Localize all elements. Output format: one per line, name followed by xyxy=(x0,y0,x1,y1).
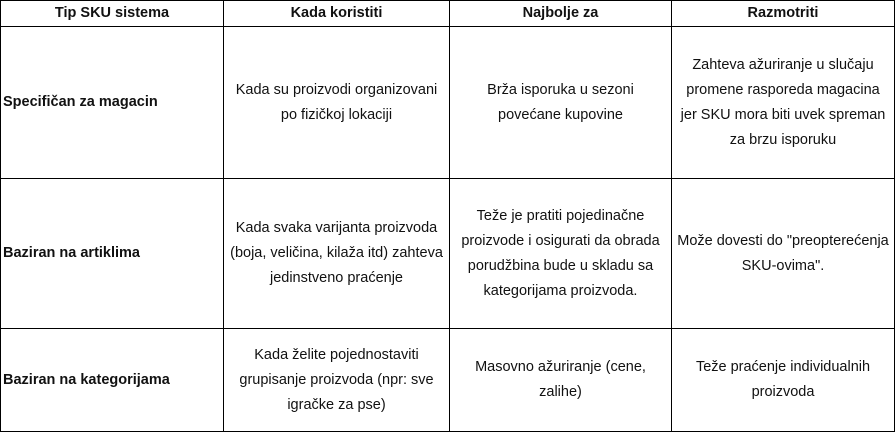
sku-type-cell: Baziran na artiklima xyxy=(1,179,224,329)
header-consider: Razmotriti xyxy=(672,1,895,27)
when-to-use-cell: Kada su proizvodi organizovani po fizičkoj lokaciji xyxy=(224,27,450,179)
consider-cell: Teže praćenje individualnih proizvoda xyxy=(672,329,895,432)
header-row xyxy=(1,1,895,27)
table-body xyxy=(1,27,895,432)
header-best-for: Najbolje za xyxy=(450,1,672,27)
consider-cell: Zahteva ažuriranje u slučaju promene rasporeda magacina jer SKU mora biti uvek spreman za brzu isporuku xyxy=(672,27,895,179)
consider-cell: Može dovesti do "preopterećenja SKU-ovima". xyxy=(672,179,895,329)
header-sku-type: Tip SKU sistema xyxy=(1,1,224,27)
when-to-use-cell: Kada želite pojednostaviti grupisanje proizvoda (npr: sve igračke za pse) xyxy=(224,329,450,432)
table-header xyxy=(1,1,895,27)
sku-type-cell: Specifičan za magacin xyxy=(1,27,224,179)
table-row xyxy=(1,179,895,329)
best-for-cell: Masovno ažuriranje (cene, zalihe) xyxy=(450,329,672,432)
sku-type-cell: Baziran na kategorijama xyxy=(1,329,224,432)
when-to-use-cell: Kada svaka varijanta proizvoda (boja, veličina, kilaža itd) zahteva jedinstveno praćenje xyxy=(224,179,450,329)
header-when-to-use: Kada koristiti xyxy=(224,1,450,27)
best-for-cell: Brža isporuka u sezoni povećane kupovine xyxy=(450,27,672,179)
table-row xyxy=(1,329,895,432)
table-row xyxy=(1,27,895,179)
best-for-cell: Teže je pratiti pojedinačne proizvode i osigurati da obrada porudžbina bude u skladu sa kategorijama proizvoda. xyxy=(450,179,672,329)
